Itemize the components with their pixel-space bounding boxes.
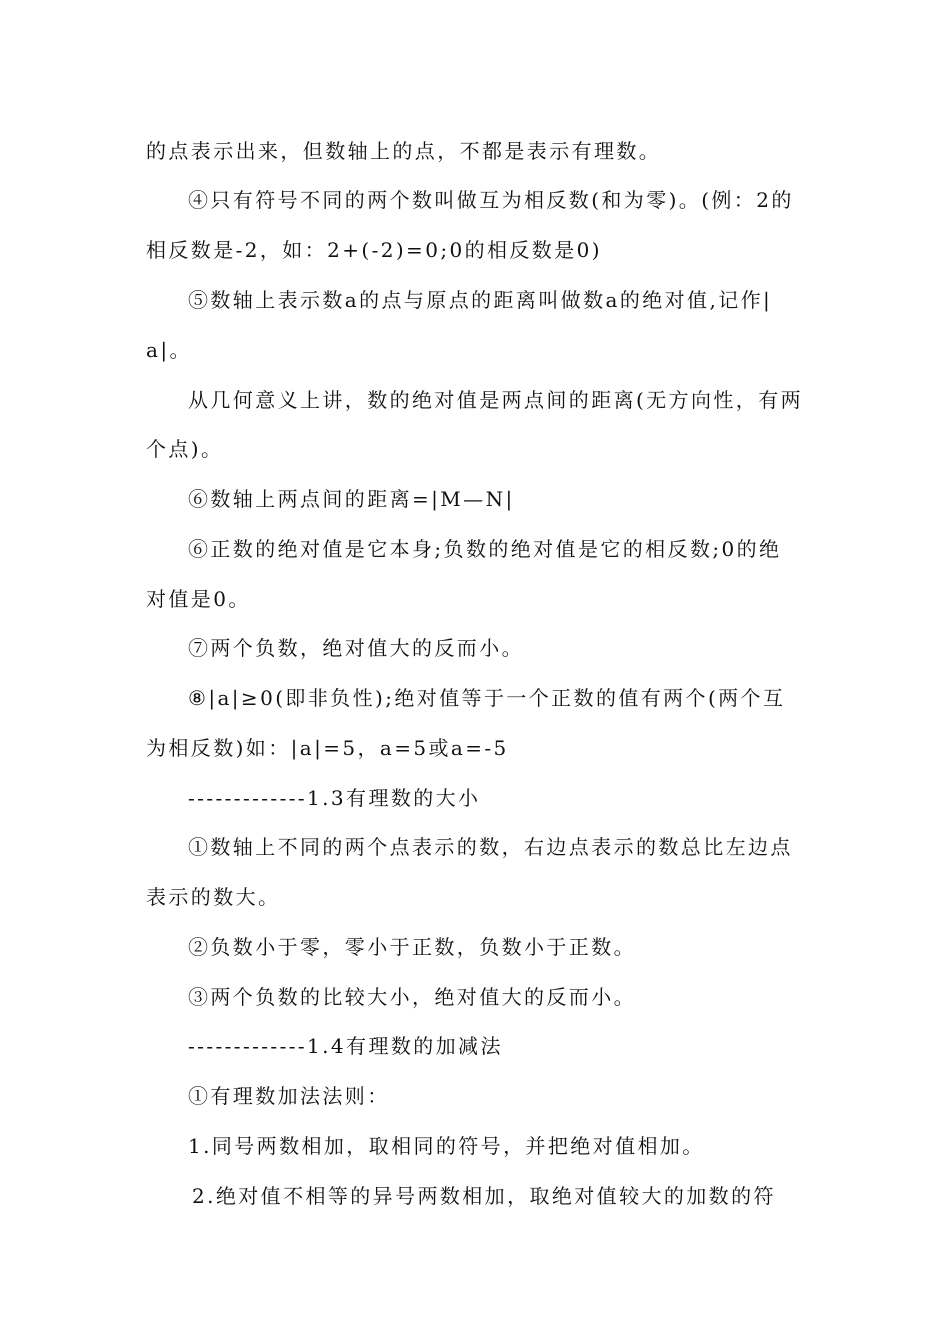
text-line: ③两个负数的比较大小，绝对值大的反而小。 [188,985,636,1009]
text-line: ⑧|a|≥0(即非负性);绝对值等于一个正数的值有两个(两个互 [188,686,786,710]
text-line: ⑥正数的绝对值是它本身;负数的绝对值是它的相反数;0的绝 [188,537,782,561]
section-heading: -------------1.4有理数的加减法 [188,1034,503,1058]
text-line: ①有理数加法法则： [188,1084,390,1108]
text-line: 从几何意义上讲，数的绝对值是两点间的距离(无方向性，有两 [188,388,804,412]
text-line: 表示的数大。 [146,885,281,909]
text-line: 为相反数)如：|a|=5，a=5或a=-5 [146,736,509,760]
text-line: ⑤数轴上表示数a的点与原点的距离叫做数a的绝对值,记作| [188,288,773,312]
text-line: a|。 [146,338,192,362]
text-line: 个点)。 [146,437,224,461]
text-line: 对值是0。 [146,587,251,611]
text-line: ②负数小于零，零小于正数，负数小于正数。 [188,935,636,959]
text-line: ④只有符号不同的两个数叫做互为相反数(和为零)。(例：2的 [188,188,794,212]
text-line: 的点表示出来，但数轴上的点，不都是表示有理数。 [146,139,662,163]
text-line: 相反数是-2，如：2+(-2)=0;0的相反数是0) [146,238,602,262]
text-line: 2.绝对值不相等的异号两数相加，取绝对值较大的加数的符 [192,1184,776,1208]
text-line: 1.同号两数相加，取相同的符号，并把绝对值相加。 [188,1134,705,1158]
text-line: ⑦两个负数，绝对值大的反而小。 [188,636,524,660]
text-line: ⑥数轴上两点间的距离=|M—N| [188,487,515,511]
text-line: ①数轴上不同的两个点表示的数，右边点表示的数总比左边点 [188,835,793,859]
section-heading: -------------1.3有理数的大小 [188,786,481,810]
